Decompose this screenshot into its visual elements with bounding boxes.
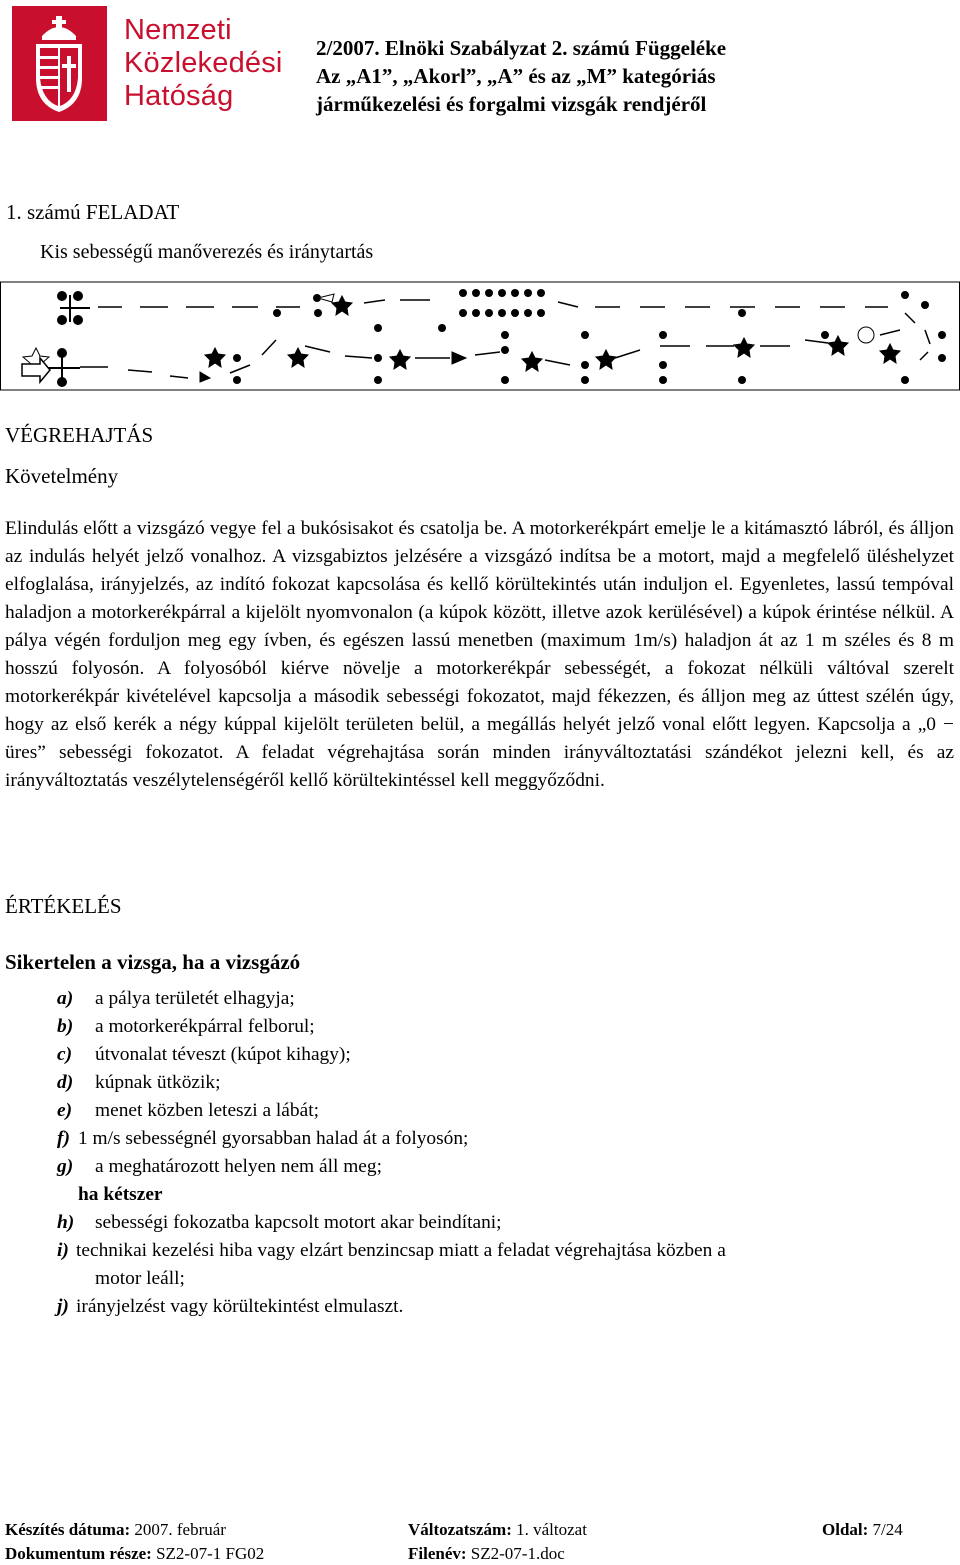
footer-docpart-value: SZ2-07-1 FG02 [156, 1544, 265, 1563]
item-letter: c) [57, 1044, 73, 1065]
start-line-marker [58, 292, 90, 324]
item-text: a meghatározott helyen nem áll meg; [95, 1156, 382, 1177]
logo-line-1: Nemzeti [124, 14, 232, 46]
item-text: technikai kezelési hiba vagy elzárt benzincsap miatt a feladat végrehajtása közben a [76, 1240, 726, 1261]
authority-logo [12, 6, 312, 126]
item-letter: g) [57, 1156, 74, 1177]
header-title-line-3: járműkezelési és forgalmi vizsgák rendjéről [316, 92, 707, 116]
logo-line-2: Közlekedési [124, 47, 283, 79]
item-letter: j) [57, 1296, 69, 1317]
footer-docpart-label: Dokumentum része: [5, 1544, 152, 1563]
footer-version-label: Változatszám: [408, 1520, 512, 1539]
item-letter: h) [57, 1212, 75, 1233]
item-letter: b) [57, 1016, 74, 1037]
task-title: 1. számú FELADAT [6, 200, 180, 224]
lower-dashed-track [80, 330, 900, 378]
footer-page-label: Oldal: [822, 1520, 869, 1539]
task-subtitle: Kis sebességű manőverezés és iránytartás [40, 241, 374, 263]
requirement-paragraph: Elindulás előtt a vizsgázó vegye fel a bukósisakot és csatolja be. A motorkerékpárt emelje le a kitámasztó lábról, és álljon az indulás helyét jelző vonalhoz. A vizsgabiztos jelzésére a vizsgázó indítsa be a motort, majd a megfelelő üléshelyzet elfoglalása, irányjelzés, az indító fokozat kapcsolása és kellő körültekintés után induljon el. Egyenletes, lassú tempóval haladjon a motorkerékpárral a kijelölt nyomvonalon (a kúpok között, illetve azok kerülésével) a kúpok érintése nélkül. A pálya végén forduljon meg egy ívben, és egészen lassú menetben (maximum 1m/s) haladjon át az 1 m széles és 8 m hosszú folyosón. A folyosóból kiérve növelje a motorkerékpár sebességét, a fokozat nélküli váltóval szerelt motorkerékpár kivételével kapcsolja a második sebességi fokozatot, majd fékezzen, és álljon meg az úttest szélén úgy, hogy az első kerék a négy kúppal kijelölt területen belül, a megállás helyét jelző vonal előtt legyen. Kapcsolja a „0 − üres” sebességi fokozatot. A feladat végrehajtása során minden irányváltoztatási szándékot jelezni kell, és az irányváltoztatás veszélytelenségéről kellő körültekintéssel kell meggyőződni. [5, 518, 954, 791]
evaluation-heading: ÉRTÉKELÉS [5, 894, 122, 918]
footer-page-value: 7/24 [872, 1520, 903, 1539]
item-text-continued: motor leáll; [95, 1268, 185, 1289]
fail-heading: Sikertelen a vizsga, ha a vizsgázó [5, 950, 301, 974]
logo-line-3: Hatóság [124, 80, 234, 112]
coat-of-arms-icon [12, 6, 107, 121]
footer-filename [408, 1544, 565, 1564]
item-text: a pálya területét elhagyja; [95, 988, 295, 1009]
footer-docpart [5, 1544, 264, 1564]
execution-heading: VÉGREHAJTÁS [5, 423, 154, 447]
footer-filename-value: SZ2-07-1.doc [470, 1544, 565, 1563]
item-letter: e) [57, 1100, 73, 1121]
item-text: 1 m/s sebességnél gyorsabban halad át a folyosón; [78, 1128, 469, 1149]
twice-label: ha kétszer [78, 1184, 163, 1205]
footer-created-label: Készítés dátuma: [5, 1520, 131, 1539]
corridor-cones [459, 289, 545, 317]
item-letter: i) [57, 1240, 69, 1261]
footer-filename-label: Filenév: [408, 1544, 467, 1563]
item-text: irányjelzést vagy körültekintést elmulaszt. [76, 1296, 404, 1317]
footer-page [822, 1520, 903, 1540]
upper-dashed-track [98, 300, 930, 360]
item-text: kúpnak ütközik; [95, 1072, 221, 1093]
item-letter: f) [57, 1128, 70, 1149]
item-text: a motorkerékpárral felborul; [95, 1016, 315, 1037]
item-text: útvonalat téveszt (kúpot kihagy); [95, 1044, 351, 1065]
course-diagram [0, 280, 960, 395]
item-text: sebességi fokozatba kapcsolt motort akar beindítani; [95, 1212, 502, 1233]
footer-created [5, 1520, 226, 1540]
footer-created-value: 2007. február [134, 1520, 226, 1539]
header-title-line-2: Az „A1”, „Akorl”, „A” és az „M” kategóriás [316, 64, 716, 88]
footer-version [408, 1520, 587, 1540]
item-letter: a) [57, 988, 74, 1009]
footer-version-value: 1. változat [516, 1520, 587, 1539]
header-title-line-1: 2/2007. Elnöki Szabályzat 2. számú Függeléke [316, 36, 727, 60]
item-text: menet közben leteszi a lábát; [95, 1100, 319, 1121]
item-letter: d) [57, 1072, 74, 1093]
requirement-heading: Követelmény [5, 464, 119, 488]
